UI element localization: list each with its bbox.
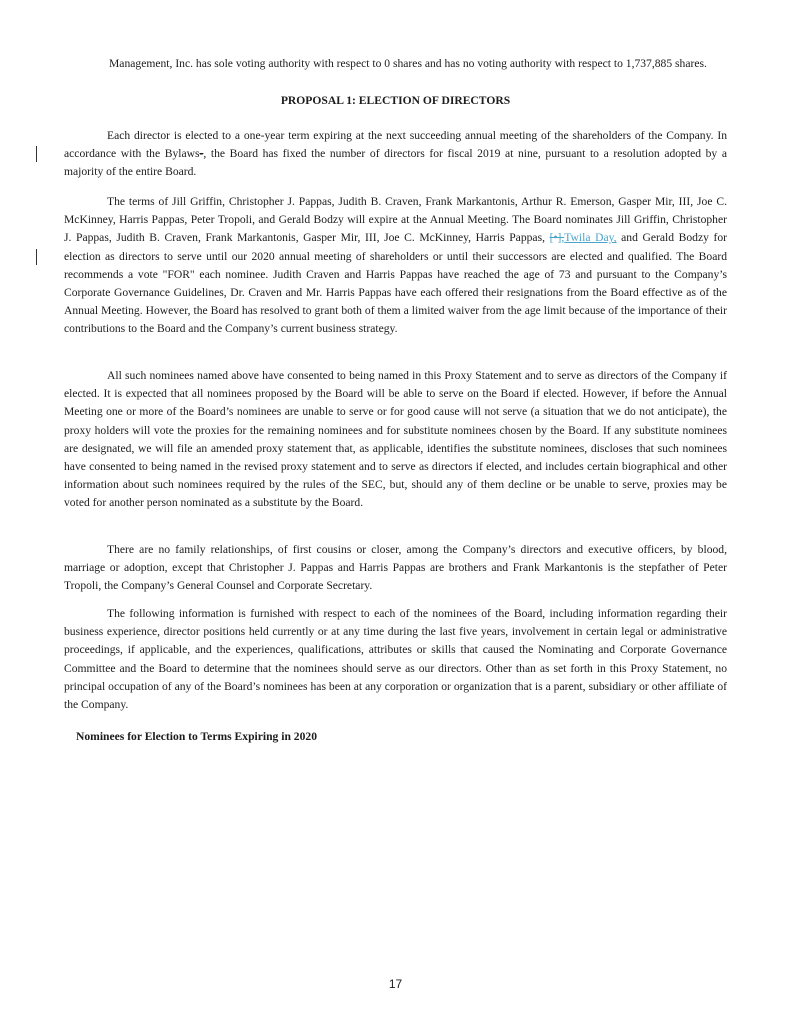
paragraph-text: Each director is elected to a one-year term expiring at the next succeeding annual meeting of the shareholders of the Company. In accordance with the Bylaws [64, 129, 727, 161]
proposal-heading: PROPOSAL 1: ELECTION OF DIRECTORS [280, 94, 511, 107]
paragraph-consent: All such nominees named above have consented to being named in this Proxy Statement and to serve as directors of the Company if elected. It is expected that all nominees proposed by the Board will be able to serve on the Board if elected. However, if before the Annual Meeting one or more of the Board’s nominees are unable to serve or for good cause will not serve (a situation that we do not anticipate), the proxy holders will vote the proxies for the remaining nominees and for substitute nominees chosen by the Board. If any substitute nominees are designated, we will file an amended proxy statement that, as applicable, identifies the substitute nominees, discloses that such nominees have consented to being named in the revised proxy statement and to serve as directors if elected, and includes certain biographical and other information about such nominees required by the rules of the SEC, but, should any of them decline or be unable to serve, proxies may be voted for another person nominated as a substitute by the Board. [64, 369, 727, 510]
nominees-heading: Nominees for Election to Terms Expiring in 2020 [76, 730, 317, 743]
revision-change-bar [36, 146, 37, 162]
inserted-text: Twila Day, [564, 231, 617, 245]
paragraph-text: and Gerald Bodzy for election as directors to serve until our 2020 annual meeting of shareholders or until their successors are elected and qualified. The Board recommends a vote "FOR" each nominee. Judith Craven and Harris Pappas have reached the age of 73 and pursuant to the Company’s Corporate Governance Guidelines, Dr. Craven and Mr. Harris Pappas have each offered their resignations from the Board effective as of the Annual Meeting. However, the Board has resolved to grant both of them a limited waiver from the age limit because of the importance of their contributions to the Board and the Company’s current business strategy. [64, 231, 727, 336]
paragraph-nominee-information: The following information is furnished with respect to each of the nominees of the Board, including information regarding their business experience, director positions held currently or at any time during the last five years, involvement in certain legal or administrative proceedings, if applicable, and the experiences, qualifications, attributes or skills that caused the Nominating and Corporate Governance Committee and the Board to determine that the nominees should serve as our directors. Other than as set forth in this Proxy Statement, no principal occupation of any of the Board’s nominees has been at any corporation or organization that is a parent, subsidiary or other affiliate of the Company. [64, 607, 727, 712]
deleted-text: [•], [549, 231, 565, 245]
paragraph-text: The terms of Jill Griffin, Christopher J. Pappas, Judith B. Craven, Frank Markantonis, Arthur R. Emerson, Gasper Mir, III, Joe C. McKinney, Harris Pappas, Peter Tropoli, and Gerald Bodzy will expire at the Annual Meeting. The Board nominates Jill Griffin, Christopher J. Pappas, Judith B. Craven, Frank Markantonis, Gasper Mir, III, Joe C. McKinney, Harris Pappas, [64, 195, 727, 245]
revision-change-bar [36, 249, 37, 265]
page-number: 17 [388, 977, 403, 991]
paragraph-family-relationships: There are no family relationships, of first cousins or closer, among the Company’s directors and executive officers, by blood, marriage or adoption, except that Christopher J. Pappas and Harris Pappas are brothers and Frank Markantonis is the stepfather of Peter Tropoli, the Company’s General Counsel and Corporate Secretary. [64, 543, 727, 593]
paragraph-board-size [64, 127, 727, 182]
paragraph-text: , the Board has fixed the number of directors for fiscal 2019 at nine, pursuant to a resolution adopted by a majority of the entire Board. [64, 147, 727, 179]
deleted-text: - [199, 147, 204, 161]
paragraph-nominees [64, 193, 727, 339]
continuation-text: Management, Inc. has sole voting authority with respect to 0 shares and has no voting authority with respect to 1,737,885 shares. [109, 57, 707, 70]
